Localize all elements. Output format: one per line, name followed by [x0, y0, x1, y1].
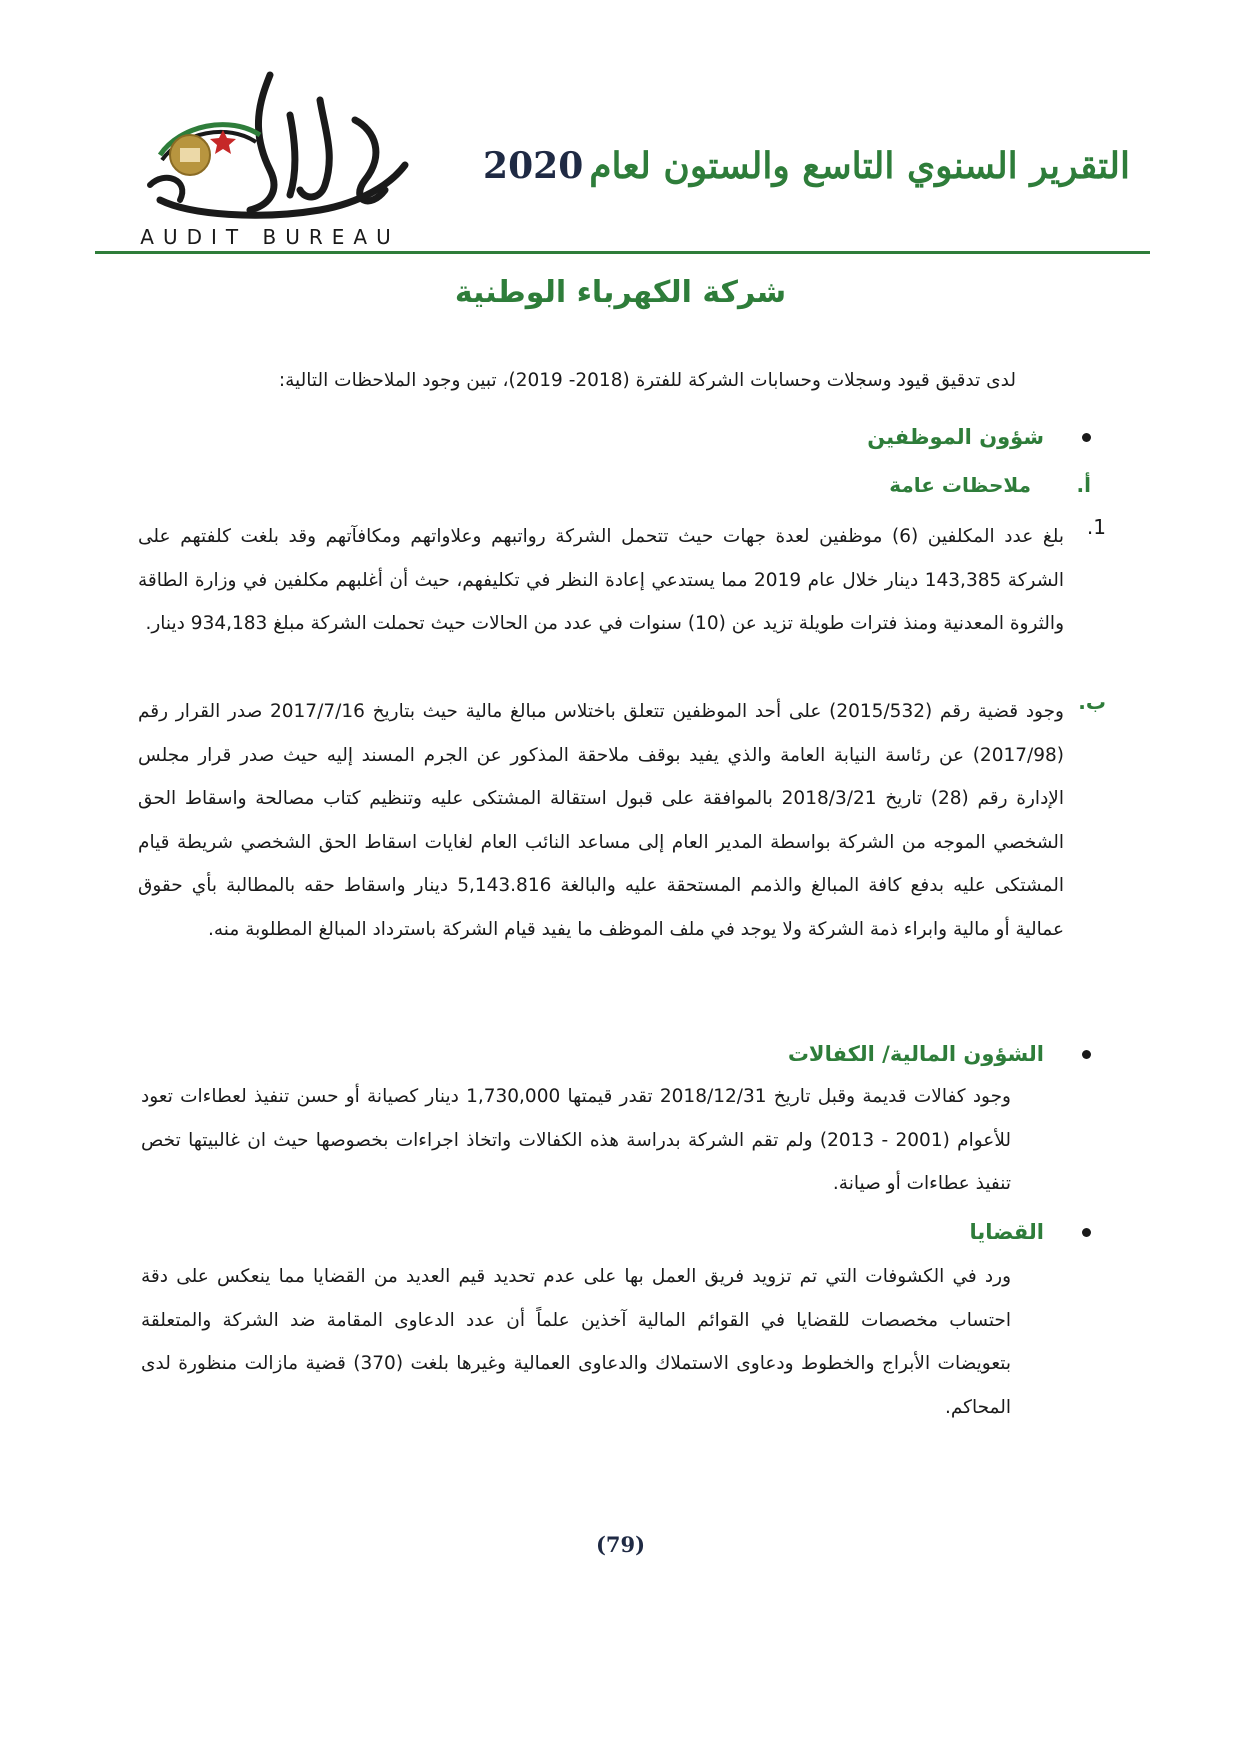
- list-item-text: وجود قضية رقم (2015/532) على أحد الموظفين تتعلق باختلاس مبالغ مالية حيث بتاريخ 2017/7/16 صدر القرار رقم (2017/98) عن رئاسة النيابة العامة والذي يفيد بوقف ملاحقة المذكور عن الجرم المسند إليه حيث صدر قرار مجلس الإدارة رقم (28) تاريخ 2018/3/21 بالموافقة على قبول استقالة المشتكى عليه وتنظيم كتاب مصالحة واسقاط الحق الشخصي الموجه من الشركة بواسطة المدير العام إلى مساعد النائب العام لغايات اسقاط الحق الشخصي شريطة قيام المشتكى عليه بدفع كافة المبالغ والذمم المستحقة عليه والبالغة 5,143.816 دينار واسقاط حقه بالمطالبة بأي حقوق عمالية أو مالية وابراء ذمة الشركة ولا يوجد في ملف الموظف ما يفيد قيام الشركة باسترداد المبالغ المطلوبة منه.: [138, 701, 1065, 940]
- section-title: القضايا: [969, 1220, 1044, 1244]
- subsection-general-notes: [889, 473, 1091, 497]
- list-item-number: 1.: [1086, 515, 1106, 539]
- section-cases-heading: [969, 1220, 1091, 1244]
- section-title: الشؤون المالية/ الكفالات: [787, 1042, 1044, 1066]
- report-year: 2020: [483, 145, 584, 187]
- bullet-icon: [1082, 433, 1091, 442]
- report-title: [483, 145, 1130, 187]
- section-employees-heading: [867, 425, 1091, 449]
- page-number: (79): [595, 1532, 646, 1557]
- list-item-1: [138, 515, 1106, 646]
- financial-paragraph: وجود كفالات قديمة وقبل تاريخ 2018/12/31 تقدر قيمتها 1,730,000 دينار كصيانة أو حسن تنفيذ لعطاءات تعود للأعوام (2001 - 2013) ولم تقم الشركة بدراسة هذه الكفالات واتخاذ اجراءات بخصوصها حيث ان غالبيتها تخص تنفيذ عطاءات أو صيانة.: [141, 1086, 1012, 1194]
- section-title: شؤون الموظفين: [867, 425, 1044, 449]
- list-item-letter: ب.: [1078, 690, 1106, 714]
- bullet-icon: [1082, 1228, 1091, 1237]
- subsection-title: ملاحظات عامة: [889, 473, 1031, 497]
- report-title-text: التقرير السنوي التاسع والستون لعام: [589, 145, 1130, 187]
- intro-text: لدى تدقيق قيود وسجلات وحسابات الشركة للفترة (2018- 2019)، تبين وجود الملاحظات التالية:: [278, 370, 1016, 391]
- list-item-text: بلغ عدد المكلفين (6) موظفين لعدة جهات حيث تتحمل الشركة رواتبهم وعلاواتهم ومكافآتهم وقد بلغت كلفتهم على الشركة 143,385 دينار خلال عام 2019 مما يستدعي إعادة النظر في تكليفهم، حيث أن أغلبهم مكلفين في وزارة الطاقة والثروة المعدنية ومنذ فترات طويلة تزيد عن (10) سنوات في عدد من الحالات حيث تحملت الشركة مبلغ 934,183 دينار.: [138, 526, 1064, 634]
- bullet-icon: [1082, 1050, 1091, 1059]
- header-divider: [95, 251, 1150, 254]
- list-item-b: [138, 690, 1106, 951]
- logo-english-text: AUDIT BUREAU: [140, 225, 400, 249]
- cases-paragraph: ورد في الكشوفات التي تم تزويد فريق العمل بها على عدم تحديد قيم العديد من القضايا مما ينعكس على دقة احتساب مخصصات للقضايا في القوائم المالية آخذين علماً أن عدد الدعاوى المقامة ضد الشركة والمتعلقة بتعويضات الأبراج والخطوط ودعاوى الاستملاك والدعاوى العمالية وغيرها بلغت (370) قضية مازالت منظورة لدى المحاكم.: [141, 1266, 1011, 1418]
- company-title: شركة الكهرباء الوطنية: [454, 275, 787, 310]
- audit-bureau-logo: [120, 60, 420, 240]
- page-header: [95, 60, 1150, 255]
- subsection-mark: أ.: [1076, 473, 1091, 497]
- section-financial-heading: [788, 1042, 1091, 1066]
